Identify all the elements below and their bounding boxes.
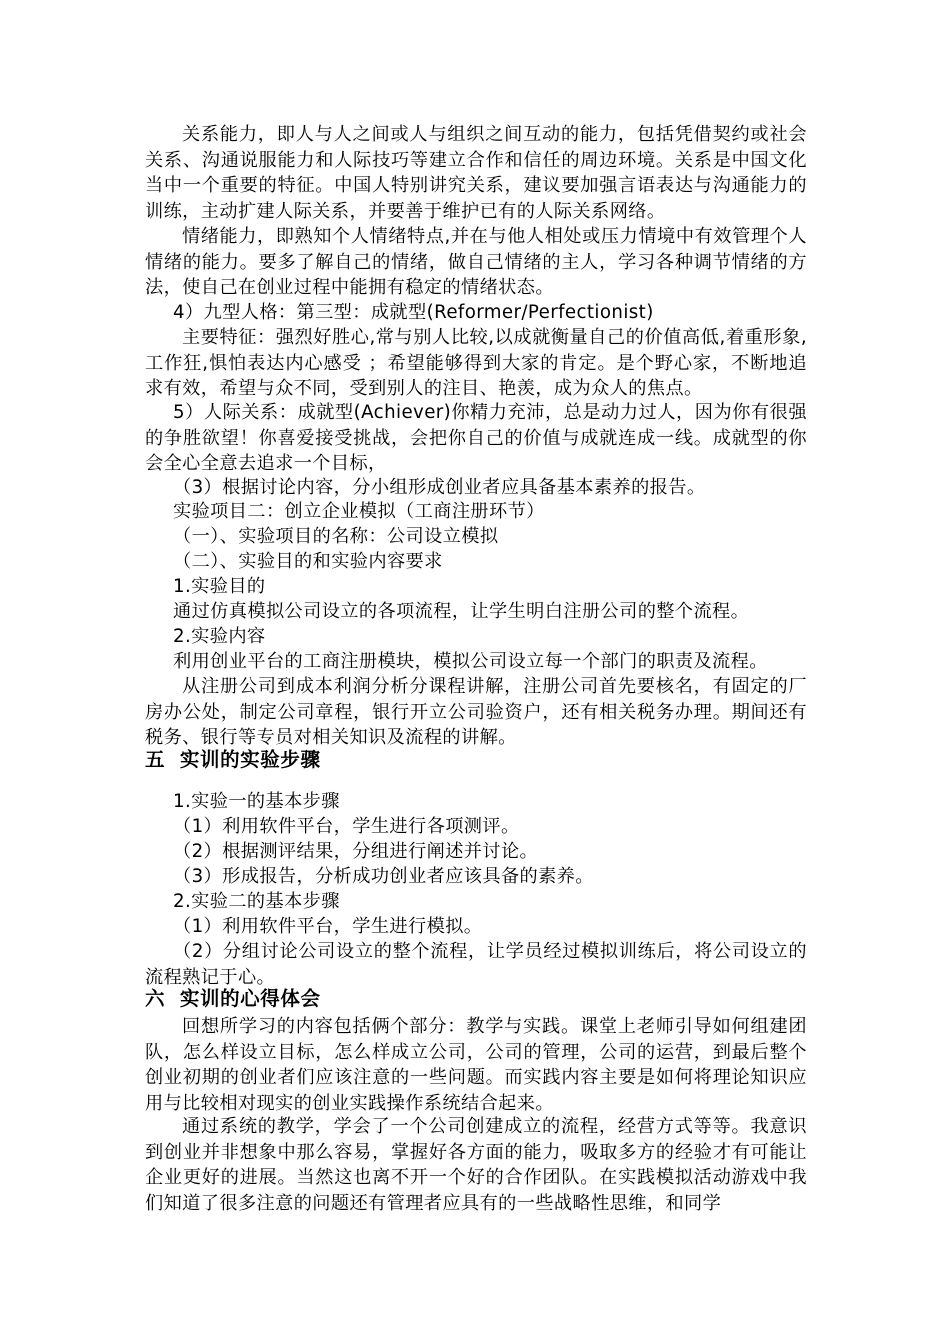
content-label: 2.实验内容 [173,626,266,647]
paragraph-reflection-2: 通过系统的教学，学会了一个公司创建成立的流程，经营方式等等。我意识到创业并非想象中那么容易，掌握好各方面的能力，吸取多方的经验才有可能让企业更好的进展。当然这也离不开一个好的合作团队。在实践模拟活动游戏中我们知道了很多注意的问题还有管理者应具有的一些战略性思维，和同学 [145,1116,807,1214]
paragraph-registration: 从注册公司到成本利润分析分课程讲解，注册公司首先要核名，有固定的厂房办公处，制定公司章程，银行开立公司验资户，还有相关税务办理。期间还有税务、银行等专员对相关知识及流程的讲解。 [145,676,807,749]
purpose-label: 1.实验目的 [173,576,266,597]
step-1-item-3: （3）形成报告，分析成功创业者应该具备的素养。 [173,866,594,887]
step-1-item-1: （1）利用软件平台，学生进行各项测评。 [173,816,520,837]
paragraph-relationship-ability: 关系能力，即人与人之间或人与组织之间互动的能力，包括凭借契约或社会关系、沟通说服能力和人际技巧等建立合作和信任的周边环境。关系是中国文化当中一个重要的特征。中国人特别讲究关系，建议要加强言语表达与沟通能力的训练，主动扩建人际关系，并要善于维护已有的人际关系网络。 [145,124,807,222]
purpose-text: 通过仿真模拟公司设立的各项流程，让学生明白注册公司的整个流程。 [173,601,750,622]
step-2-item-1: （1）利用软件平台，学生进行模拟。 [173,916,483,937]
paragraph-enneagram-type: 4）九型人格：第三型：成就型(Reformer/Perfectionist) [173,302,654,323]
experiment-name: （一）、实验项目的名称：公司设立模拟 [173,526,499,547]
step-2-item-2: （2）分组讨论公司设立的整个流程，让学员经过模拟训练后，将公司设立的流程熟记于心。 [145,941,807,988]
content-text: 利用创业平台的工商注册模块，模拟公司设立每一个部门的职责及流程。 [173,651,768,672]
experiment-purpose-heading: （二）、实验目的和实验内容要求 [173,551,443,572]
step-1-item-2: （2）根据测评结果，分组进行阐述并讨论。 [173,841,539,862]
paragraph-emotional-ability: 情绪能力，即熟知个人情绪特点,并在与他人相处或压力情境中有效管理个人情绪的能力。要多了解自己的情绪，做自己情绪的主人，学习各种调节情绪的方法，使自己在创业过程中能拥有稳定的情绪状态。 [145,226,807,299]
paragraph-interpersonal: 5）人际关系：成就型(Achiever)你精力充沛，总是动力过人，因为你有很强的争胜欲望！你喜爱接受挑战，会把你自己的价值与成就连成一线。成就型的你会全心全意去追求一个目标， [145,402,807,475]
section-heading-6: 六 实训的心得体会 [145,987,321,1010]
section-heading-5: 五 实训的实验步骤 [145,748,321,771]
paragraph-report-step: （3）根据讨论内容，分小组形成创业者应具备基本素养的报告。 [173,477,706,498]
paragraph-reflection-1: 回想所学习的内容包括俩个部分：教学与实践。课堂上老师引导如何组建团队，怎么样设立目标，怎么样成立公司，公司的管理，公司的运营，到最后整个创业初期的创业者们应该注意的一些问题。而实践内容主要是如何将理论知识应用与比较相对现实的创业实践操作系统结合起来。 [145,1016,807,1114]
step-1-label: 1.实验一的基本步骤 [173,791,340,812]
paragraph-main-features: 主要特征：强烈好胜心,常与别人比较,以成就衡量自己的价值高低,着重形象,工作狂,惧怕表达内心感受 ；希望能够得到大家的肯定。是个野心家，不断地追求有效，希望与众不同，受到别人的注目、艳羡，成为众人的焦点。 [145,327,807,400]
experiment-two-title: 实验项目二：创立企业模拟（工商注册环节） [173,501,545,522]
step-2-label: 2.实验二的基本步骤 [173,891,340,912]
